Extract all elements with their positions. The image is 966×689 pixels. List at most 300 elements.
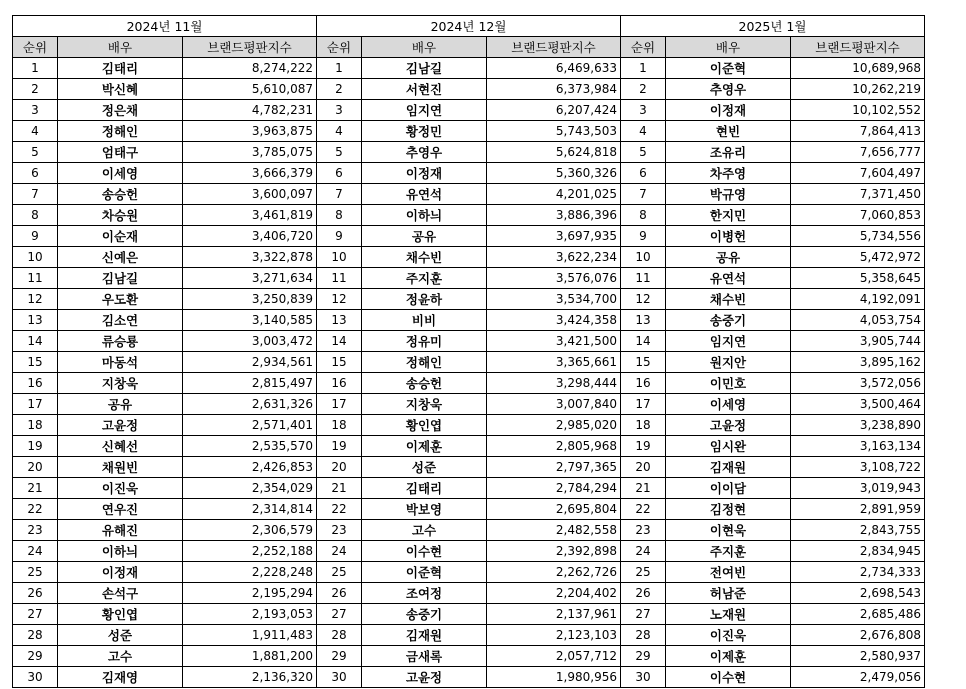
- actor-header: 배우: [58, 37, 183, 58]
- actor-name-cell: 이수현: [362, 541, 487, 562]
- month-title: 2024년 11월: [13, 16, 317, 37]
- brand-index-cell: 2,571,401: [183, 415, 317, 436]
- brand-index-cell: 2,193,053: [183, 604, 317, 625]
- rank-cell: 1: [621, 58, 666, 79]
- brand-index-cell: 3,461,819: [183, 205, 317, 226]
- actor-name-cell: 정은채: [58, 100, 183, 121]
- actor-name-cell: 이준혁: [666, 58, 791, 79]
- rank-cell: 22: [13, 499, 58, 520]
- brand-index-cell: 2,262,726: [487, 562, 621, 583]
- rank-cell: 6: [621, 163, 666, 184]
- rank-cell: 20: [13, 457, 58, 478]
- brand-index-cell: 2,734,333: [791, 562, 925, 583]
- actor-name-cell: 임지연: [362, 100, 487, 121]
- brand-index-cell: 2,934,561: [183, 352, 317, 373]
- rank-cell: 7: [13, 184, 58, 205]
- brand-index-cell: 4,053,754: [791, 310, 925, 331]
- actor-name-cell: 이정재: [58, 562, 183, 583]
- table-row: [13, 373, 925, 394]
- rank-cell: 3: [317, 100, 362, 121]
- table-row: [13, 415, 925, 436]
- table-row: [13, 625, 925, 646]
- rank-cell: 15: [317, 352, 362, 373]
- brand-index-cell: 2,057,712: [487, 646, 621, 667]
- actor-name-cell: 김재영: [58, 667, 183, 688]
- rank-cell: 14: [317, 331, 362, 352]
- brand-index-cell: 2,685,486: [791, 604, 925, 625]
- actor-name-cell: 조유리: [666, 142, 791, 163]
- actor-name-cell: 정해인: [58, 121, 183, 142]
- rank-cell: 21: [621, 478, 666, 499]
- rank-cell: 17: [621, 394, 666, 415]
- rank-cell: 15: [13, 352, 58, 373]
- brand-index-cell: 7,604,497: [791, 163, 925, 184]
- brand-index-cell: 2,695,804: [487, 499, 621, 520]
- actor-name-cell: 고윤정: [666, 415, 791, 436]
- rank-cell: 14: [13, 331, 58, 352]
- rank-header: 순위: [13, 37, 58, 58]
- brand-index-cell: 2,479,056: [791, 667, 925, 688]
- rank-cell: 25: [621, 562, 666, 583]
- actor-name-cell: 김태리: [58, 58, 183, 79]
- brand-index-cell: 10,262,219: [791, 79, 925, 100]
- brand-index-cell: 3,238,890: [791, 415, 925, 436]
- table-row: [13, 499, 925, 520]
- actor-name-cell: 이준혁: [362, 562, 487, 583]
- actor-name-cell: 류승룡: [58, 331, 183, 352]
- actor-name-cell: 이정재: [362, 163, 487, 184]
- brand-index-cell: 3,271,634: [183, 268, 317, 289]
- rank-cell: 21: [13, 478, 58, 499]
- rank-cell: 18: [621, 415, 666, 436]
- brand-index-cell: 2,228,248: [183, 562, 317, 583]
- rank-cell: 30: [13, 667, 58, 688]
- rank-cell: 8: [621, 205, 666, 226]
- rank-cell: 7: [621, 184, 666, 205]
- actor-name-cell: 주지훈: [666, 541, 791, 562]
- actor-name-cell: 추영우: [666, 79, 791, 100]
- actor-name-cell: 정윤하: [362, 289, 487, 310]
- brand-index-cell: 3,140,585: [183, 310, 317, 331]
- rank-cell: 6: [13, 163, 58, 184]
- brand-index-cell: 3,019,943: [791, 478, 925, 499]
- actor-name-cell: 유해진: [58, 520, 183, 541]
- brand-index-cell: 2,834,945: [791, 541, 925, 562]
- brand-index-cell: 5,624,818: [487, 142, 621, 163]
- actor-name-cell: 김남길: [58, 268, 183, 289]
- rank-cell: 17: [13, 394, 58, 415]
- table-row: [13, 142, 925, 163]
- brand-index-cell: 3,007,840: [487, 394, 621, 415]
- actor-name-cell: 황인엽: [58, 604, 183, 625]
- brand-index-cell: 3,108,722: [791, 457, 925, 478]
- rank-cell: 23: [621, 520, 666, 541]
- rank-cell: 16: [621, 373, 666, 394]
- actor-name-cell: 신예은: [58, 247, 183, 268]
- actor-name-cell: 조여정: [362, 583, 487, 604]
- brand-index-cell: 7,656,777: [791, 142, 925, 163]
- actor-name-cell: 김재원: [666, 457, 791, 478]
- table-row: [13, 79, 925, 100]
- table-row: [13, 478, 925, 499]
- table-row: [13, 562, 925, 583]
- brand-index-cell: 1,911,483: [183, 625, 317, 646]
- brand-index-cell: 2,204,402: [487, 583, 621, 604]
- rank-cell: 23: [13, 520, 58, 541]
- brand-index-cell: 10,689,968: [791, 58, 925, 79]
- brand-index-cell: 3,298,444: [487, 373, 621, 394]
- brand-index-cell: 3,534,700: [487, 289, 621, 310]
- actor-name-cell: 공유: [58, 394, 183, 415]
- rank-cell: 13: [621, 310, 666, 331]
- brand-index-cell: 2,392,898: [487, 541, 621, 562]
- actor-name-cell: 이병헌: [666, 226, 791, 247]
- table-row: [13, 436, 925, 457]
- table-row: [13, 457, 925, 478]
- brand-index-cell: 6,373,984: [487, 79, 621, 100]
- brand-index-cell: 2,891,959: [791, 499, 925, 520]
- brand-index-cell: 2,698,543: [791, 583, 925, 604]
- rank-cell: 26: [317, 583, 362, 604]
- actor-name-cell: 이진욱: [666, 625, 791, 646]
- brand-index-cell: 6,207,424: [487, 100, 621, 121]
- actor-name-cell: 고윤정: [362, 667, 487, 688]
- actor-name-cell: 김남길: [362, 58, 487, 79]
- rank-cell: 11: [13, 268, 58, 289]
- month-title: 2024년 12월: [317, 16, 621, 37]
- actor-name-cell: 차승원: [58, 205, 183, 226]
- rank-cell: 9: [13, 226, 58, 247]
- actor-header: 배우: [362, 37, 487, 58]
- brand-index-cell: 3,421,500: [487, 331, 621, 352]
- brand-index-cell: 3,666,379: [183, 163, 317, 184]
- brand-index-cell: 5,472,972: [791, 247, 925, 268]
- table-row: [13, 583, 925, 604]
- actor-name-cell: 송승헌: [58, 184, 183, 205]
- rank-cell: 17: [317, 394, 362, 415]
- rank-cell: 13: [317, 310, 362, 331]
- rank-cell: 4: [317, 121, 362, 142]
- actor-name-cell: 송승헌: [362, 373, 487, 394]
- brand-index-cell: 3,572,056: [791, 373, 925, 394]
- brand-index-cell: 2,137,961: [487, 604, 621, 625]
- rank-cell: 26: [13, 583, 58, 604]
- rank-cell: 21: [317, 478, 362, 499]
- rank-cell: 19: [13, 436, 58, 457]
- rank-cell: 7: [317, 184, 362, 205]
- brand-index-cell: 3,963,875: [183, 121, 317, 142]
- actor-name-cell: 손석구: [58, 583, 183, 604]
- table-row: [13, 289, 925, 310]
- actor-name-cell: 비비: [362, 310, 487, 331]
- brand-index-cell: 3,886,396: [487, 205, 621, 226]
- brand-index-cell: 2,784,294: [487, 478, 621, 499]
- brand-index-cell: 5,358,645: [791, 268, 925, 289]
- actor-name-cell: 공유: [362, 226, 487, 247]
- brand-index-cell: 3,905,744: [791, 331, 925, 352]
- actor-name-cell: 이진욱: [58, 478, 183, 499]
- rank-cell: 14: [621, 331, 666, 352]
- actor-name-cell: 황인엽: [362, 415, 487, 436]
- rank-cell: 5: [317, 142, 362, 163]
- brand-index-cell: 3,406,720: [183, 226, 317, 247]
- actor-name-cell: 이이담: [666, 478, 791, 499]
- actor-name-cell: 차주영: [666, 163, 791, 184]
- rank-cell: 25: [317, 562, 362, 583]
- rank-cell: 27: [13, 604, 58, 625]
- month-title: 2025년 1월: [621, 16, 925, 37]
- brand-index-cell: 4,192,091: [791, 289, 925, 310]
- actor-name-cell: 노재원: [666, 604, 791, 625]
- actor-name-cell: 박규영: [666, 184, 791, 205]
- column-header-row: [13, 37, 925, 58]
- actor-name-cell: 이세영: [666, 394, 791, 415]
- brand-index-cell: 2,314,814: [183, 499, 317, 520]
- brand-index-cell: 4,201,025: [487, 184, 621, 205]
- table-row: [13, 268, 925, 289]
- brand-index-cell: 2,797,365: [487, 457, 621, 478]
- brand-index-cell: 7,060,853: [791, 205, 925, 226]
- month-header-row: [13, 16, 925, 37]
- table-row: [13, 520, 925, 541]
- rank-cell: 2: [621, 79, 666, 100]
- brand-index-cell: 5,734,556: [791, 226, 925, 247]
- rank-cell: 20: [621, 457, 666, 478]
- rank-cell: 29: [317, 646, 362, 667]
- actor-name-cell: 전여빈: [666, 562, 791, 583]
- brand-index-cell: 8,274,222: [183, 58, 317, 79]
- actor-name-cell: 이민호: [666, 373, 791, 394]
- brand-index-cell: 3,600,097: [183, 184, 317, 205]
- rank-cell: 5: [621, 142, 666, 163]
- index-header: 브랜드평판지수: [183, 37, 317, 58]
- actor-name-cell: 이하늬: [58, 541, 183, 562]
- brand-index-cell: 3,697,935: [487, 226, 621, 247]
- brand-index-cell: 3,322,878: [183, 247, 317, 268]
- brand-index-cell: 3,500,464: [791, 394, 925, 415]
- brand-index-cell: 1,881,200: [183, 646, 317, 667]
- actor-name-cell: 송중기: [362, 604, 487, 625]
- actor-name-cell: 이세영: [58, 163, 183, 184]
- rank-cell: 27: [317, 604, 362, 625]
- brand-index-cell: 2,482,558: [487, 520, 621, 541]
- rank-header: 순위: [317, 37, 362, 58]
- table-row: [13, 163, 925, 184]
- rank-cell: 10: [621, 247, 666, 268]
- brand-index-cell: 2,306,579: [183, 520, 317, 541]
- table-row: [13, 58, 925, 79]
- actor-name-cell: 금새록: [362, 646, 487, 667]
- brand-index-cell: 2,535,570: [183, 436, 317, 457]
- brand-index-cell: 2,815,497: [183, 373, 317, 394]
- brand-index-cell: 7,864,413: [791, 121, 925, 142]
- rank-cell: 11: [621, 268, 666, 289]
- rank-cell: 10: [13, 247, 58, 268]
- table-row: [13, 184, 925, 205]
- rank-cell: 12: [621, 289, 666, 310]
- actor-name-cell: 엄태구: [58, 142, 183, 163]
- brand-index-cell: 3,895,162: [791, 352, 925, 373]
- rank-cell: 28: [13, 625, 58, 646]
- actor-name-cell: 황정민: [362, 121, 487, 142]
- brand-index-cell: 3,785,075: [183, 142, 317, 163]
- actor-name-cell: 이정재: [666, 100, 791, 121]
- actor-name-cell: 이하늬: [362, 205, 487, 226]
- actor-name-cell: 신혜선: [58, 436, 183, 457]
- brand-index-cell: 2,195,294: [183, 583, 317, 604]
- rank-cell: 12: [13, 289, 58, 310]
- actor-name-cell: 이수현: [666, 667, 791, 688]
- actor-name-cell: 이제훈: [666, 646, 791, 667]
- brand-index-cell: 2,580,937: [791, 646, 925, 667]
- brand-index-cell: 2,354,029: [183, 478, 317, 499]
- brand-index-cell: 3,576,076: [487, 268, 621, 289]
- rank-cell: 13: [13, 310, 58, 331]
- brand-index-cell: 10,102,552: [791, 100, 925, 121]
- brand-index-cell: 5,743,503: [487, 121, 621, 142]
- actor-name-cell: 채원빈: [58, 457, 183, 478]
- rank-cell: 1: [13, 58, 58, 79]
- brand-index-cell: 3,163,134: [791, 436, 925, 457]
- rank-cell: 24: [621, 541, 666, 562]
- actor-name-cell: 주지훈: [362, 268, 487, 289]
- actor-name-cell: 성준: [58, 625, 183, 646]
- rank-cell: 8: [13, 205, 58, 226]
- actor-name-cell: 고윤정: [58, 415, 183, 436]
- table-row: [13, 646, 925, 667]
- rank-cell: 28: [621, 625, 666, 646]
- brand-index-cell: 2,805,968: [487, 436, 621, 457]
- brand-index-cell: 3,003,472: [183, 331, 317, 352]
- rank-cell: 2: [317, 79, 362, 100]
- rank-cell: 4: [621, 121, 666, 142]
- rank-cell: 29: [13, 646, 58, 667]
- brand-index-cell: 3,250,839: [183, 289, 317, 310]
- brand-index-cell: 3,622,234: [487, 247, 621, 268]
- actor-name-cell: 이현욱: [666, 520, 791, 541]
- actor-name-cell: 유연석: [666, 268, 791, 289]
- actor-name-cell: 유연석: [362, 184, 487, 205]
- rank-cell: 18: [13, 415, 58, 436]
- actor-name-cell: 허남준: [666, 583, 791, 604]
- table-row: [13, 226, 925, 247]
- rank-cell: 5: [13, 142, 58, 163]
- actor-name-cell: 임시완: [666, 436, 791, 457]
- rank-cell: 10: [317, 247, 362, 268]
- table-body: [13, 58, 925, 688]
- rank-cell: 3: [621, 100, 666, 121]
- actor-name-cell: 채수빈: [666, 289, 791, 310]
- brand-index-cell: 6,469,633: [487, 58, 621, 79]
- rank-cell: 18: [317, 415, 362, 436]
- rank-cell: 24: [317, 541, 362, 562]
- index-header: 브랜드평판지수: [791, 37, 925, 58]
- actor-name-cell: 김태리: [362, 478, 487, 499]
- rank-cell: 19: [621, 436, 666, 457]
- actor-name-cell: 이제훈: [362, 436, 487, 457]
- actor-name-cell: 고수: [58, 646, 183, 667]
- actor-name-cell: 고수: [362, 520, 487, 541]
- rank-cell: 16: [317, 373, 362, 394]
- actor-name-cell: 추영우: [362, 142, 487, 163]
- actor-name-cell: 지창욱: [58, 373, 183, 394]
- actor-name-cell: 김정현: [666, 499, 791, 520]
- rank-header: 순위: [621, 37, 666, 58]
- rank-cell: 12: [317, 289, 362, 310]
- rank-cell: 24: [13, 541, 58, 562]
- brand-index-cell: 2,985,020: [487, 415, 621, 436]
- rank-cell: 28: [317, 625, 362, 646]
- brand-index-cell: 2,843,755: [791, 520, 925, 541]
- actor-name-cell: 채수빈: [362, 247, 487, 268]
- rank-cell: 16: [13, 373, 58, 394]
- table-row: [13, 310, 925, 331]
- index-header: 브랜드평판지수: [487, 37, 621, 58]
- table-row: [13, 247, 925, 268]
- actor-name-cell: 김소연: [58, 310, 183, 331]
- table-row: [13, 331, 925, 352]
- rank-cell: 20: [317, 457, 362, 478]
- actor-name-cell: 한지민: [666, 205, 791, 226]
- brand-index-cell: 2,123,103: [487, 625, 621, 646]
- rank-cell: 15: [621, 352, 666, 373]
- rank-cell: 19: [317, 436, 362, 457]
- brand-index-cell: 3,424,358: [487, 310, 621, 331]
- table-row: [13, 394, 925, 415]
- rank-cell: 22: [621, 499, 666, 520]
- table-row: [13, 667, 925, 688]
- actor-name-cell: 정유미: [362, 331, 487, 352]
- table-row: [13, 121, 925, 142]
- rank-cell: 30: [317, 667, 362, 688]
- rank-cell: 9: [621, 226, 666, 247]
- rank-cell: 1: [317, 58, 362, 79]
- brand-index-cell: 1,980,956: [487, 667, 621, 688]
- brand-index-cell: 2,252,188: [183, 541, 317, 562]
- brand-index-cell: 3,365,661: [487, 352, 621, 373]
- actor-name-cell: 연우진: [58, 499, 183, 520]
- rank-cell: 26: [621, 583, 666, 604]
- rank-cell: 25: [13, 562, 58, 583]
- actor-name-cell: 임지연: [666, 331, 791, 352]
- actor-name-cell: 우도환: [58, 289, 183, 310]
- rank-cell: 6: [317, 163, 362, 184]
- actor-name-cell: 정해인: [362, 352, 487, 373]
- brand-index-cell: 5,360,326: [487, 163, 621, 184]
- rank-cell: 4: [13, 121, 58, 142]
- table-row: [13, 205, 925, 226]
- rank-cell: 2: [13, 79, 58, 100]
- brand-index-cell: 2,676,808: [791, 625, 925, 646]
- rank-cell: 3: [13, 100, 58, 121]
- brand-index-cell: 2,136,320: [183, 667, 317, 688]
- rank-cell: 27: [621, 604, 666, 625]
- brand-reputation-table: [12, 15, 925, 688]
- rank-cell: 30: [621, 667, 666, 688]
- rank-cell: 23: [317, 520, 362, 541]
- actor-name-cell: 마동석: [58, 352, 183, 373]
- actor-name-cell: 지창욱: [362, 394, 487, 415]
- actor-name-cell: 이순재: [58, 226, 183, 247]
- table-row: [13, 100, 925, 121]
- table-row: [13, 352, 925, 373]
- actor-name-cell: 김재원: [362, 625, 487, 646]
- table-row: [13, 604, 925, 625]
- actor-name-cell: 박보영: [362, 499, 487, 520]
- rank-cell: 22: [317, 499, 362, 520]
- table-row: [13, 541, 925, 562]
- actor-name-cell: 서현진: [362, 79, 487, 100]
